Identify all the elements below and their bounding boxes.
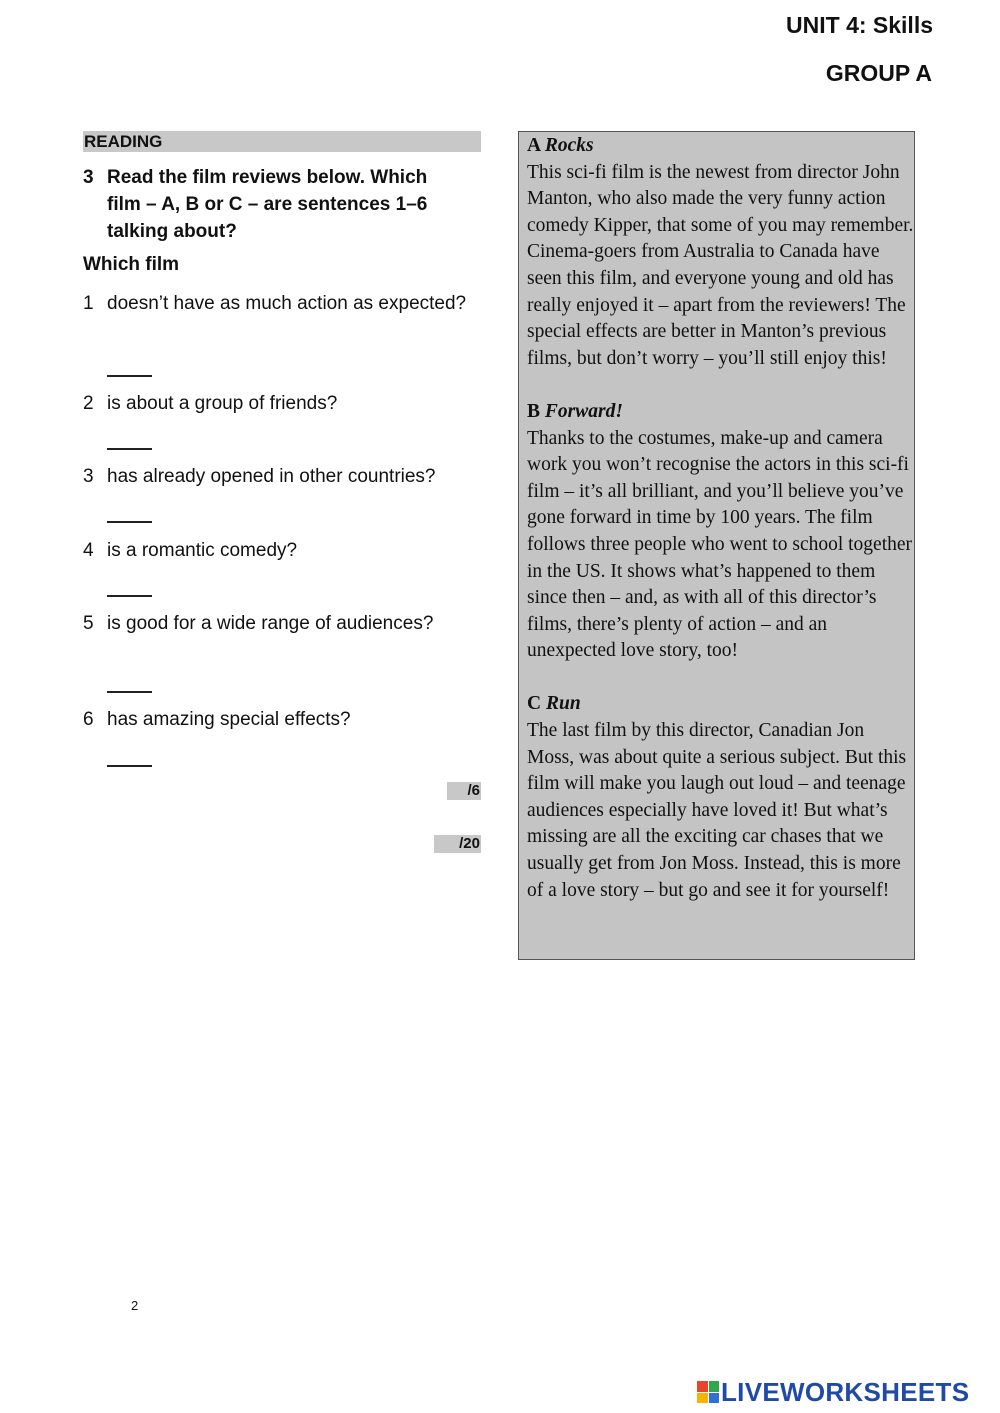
- review-heading: [527, 399, 914, 426]
- logo-text: LIVEWORKSHEETS: [721, 1376, 970, 1407]
- question-text: is good for a wide range of audiences?: [107, 613, 434, 634]
- review-c: [527, 691, 914, 904]
- question-number: 6: [83, 709, 94, 730]
- logo-square-icon: [709, 1381, 720, 1392]
- answer-blank[interactable]: [107, 595, 152, 597]
- review-b: [527, 399, 914, 665]
- logo-square-icon: [697, 1381, 708, 1392]
- page-number: 2: [131, 1298, 139, 1313]
- liveworksheets-logo[interactable]: [697, 1376, 969, 1408]
- question-item: [83, 390, 473, 417]
- review-text: The last film by this director, Canadian Jon Moss, was about quite a serious subject. But this film will make you laugh out loud – and teenage audiences especially have loved it! But what’s missing are all the exciting car chases that we usually get from Jon Moss. Instead, this is more of a love story – but go and see it for yourself!: [527, 720, 907, 901]
- question-item: [83, 706, 473, 733]
- answer-blank[interactable]: [107, 521, 152, 523]
- question-number: 2: [83, 393, 94, 414]
- unit-title: UNIT 4: Skills: [786, 12, 933, 38]
- total-score: /20: [434, 835, 481, 853]
- answer-blank[interactable]: [107, 691, 152, 693]
- review-letter: A: [527, 135, 541, 156]
- logo-icon: [697, 1381, 719, 1403]
- review-letter: B: [527, 400, 541, 422]
- instruction-text: Read the film reviews below. Which film – A, B or C – are sentences 1–6 talking about?: [107, 167, 428, 242]
- which-film-label: Which film: [83, 254, 180, 275]
- question-number: 1: [83, 293, 94, 314]
- instruction: [83, 164, 463, 245]
- film-title: Rocks: [544, 135, 594, 156]
- section-score: /6: [447, 782, 481, 800]
- review-a: [527, 133, 914, 372]
- question-item: [83, 463, 473, 490]
- review-text: This sci-fi film is the newest from director John Manton, who also made the very funny action comedy Kipper, that some of you may remember. Cinema-goers from Australia to Canada have seen this film, and everyone young and old has really enjoyed it – apart from the reviewers! The special effects are better in Manton’s previous films, but don’t worry – you’ll still enjoy this!: [527, 161, 914, 369]
- review-heading: [527, 691, 914, 718]
- logo-square-icon: [709, 1393, 720, 1404]
- section-label: READING: [83, 131, 481, 152]
- question-number: 5: [83, 613, 94, 634]
- film-title: Forward!: [544, 400, 623, 422]
- question-item: [83, 537, 473, 564]
- question-number: 4: [83, 540, 94, 561]
- question-text: doesn’t have as much action as expected?: [107, 293, 467, 314]
- answer-blank[interactable]: [107, 765, 152, 767]
- question-item: [83, 610, 473, 637]
- question-text: is a romantic comedy?: [107, 540, 298, 561]
- instruction-number: 3: [83, 167, 94, 188]
- review-letter: C: [527, 693, 542, 715]
- question-text: is about a group of friends?: [107, 393, 338, 414]
- reviews-box: [518, 131, 915, 960]
- answer-blank[interactable]: [107, 448, 152, 450]
- question-number: 3: [83, 466, 94, 487]
- group-title: GROUP A: [825, 60, 932, 86]
- question-text: has already opened in other countries?: [107, 466, 436, 487]
- review-heading: [527, 133, 914, 160]
- film-title: Run: [545, 693, 581, 715]
- question-text: has amazing special effects?: [107, 709, 351, 730]
- review-text: Thanks to the costumes, make-up and camera work you won’t recognise the actors in this sci-fi film – it’s all brilliant, and you’ll believe you’ve gone forward in time by 100 years. The film follows three people who went to school together in the US. It shows what’s happened to them since then – and, as with all of this director’s films, there’s plenty of action – and an unexpected love story, too!: [527, 427, 913, 662]
- logo-square-icon: [697, 1393, 708, 1404]
- answer-blank[interactable]: [107, 375, 152, 377]
- question-item: [83, 290, 473, 317]
